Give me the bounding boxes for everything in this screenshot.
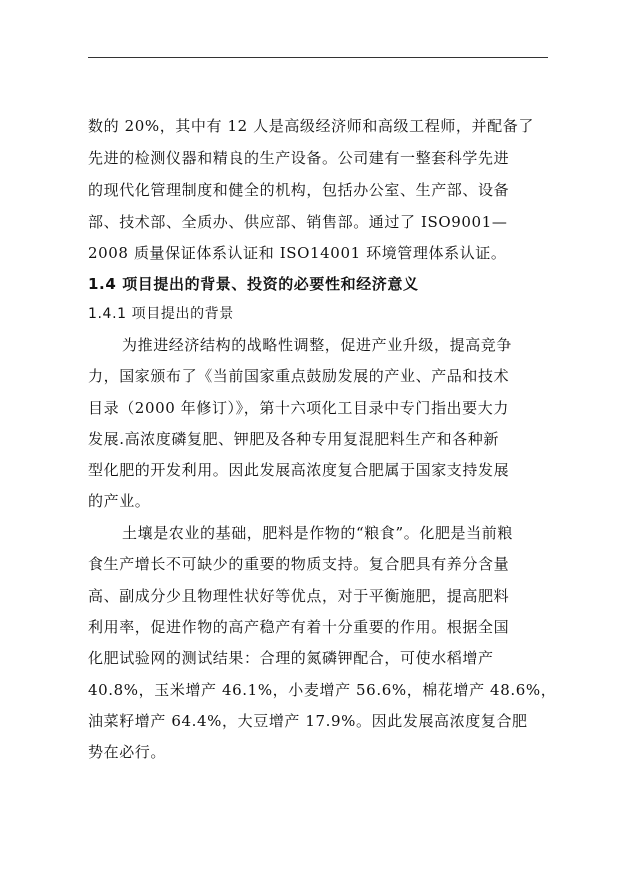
paragraph-line: 40.8%，玉米增产 46.1%，小麦增产 56.6%，棉花增产 48.6%， [88, 681, 557, 699]
body-line: 的现代化管理制度和健全的机构，包括办公室、生产部、设备 [88, 181, 510, 199]
body-line: 数的 20%，其中有 12 人是高级经济师和高级工程师，并配备了 [88, 117, 534, 135]
paragraph-line: 的产业。 [88, 492, 151, 510]
paragraph-line: 为推进经济结构的战略性调整，促进产业升级，提高竞争 [122, 336, 513, 354]
section-heading: 1.4 项目提出的背景、投资的必要性和经济意义 [88, 275, 419, 293]
paragraph-line: 化肥试验网的测试结果：合理的氮磷钾配合，可使水稻增产 [88, 649, 494, 667]
paragraph-line: 利用率，促进作物的高产稳产有着十分重要的作用。根据全国 [88, 618, 510, 636]
paragraph-line: 土壤是农业的基础，肥料是作物的“粮食”。化肥是当前粮 [122, 524, 513, 542]
paragraph-line: 型化肥的开发利用。因此发展高浓度复合肥属于国家支持发展 [88, 461, 510, 479]
body-line: 2008 质量保证体系认证和 ISO14001 环境管理体系认证。 [88, 244, 507, 262]
body-line: 先进的检测仪器和精良的生产设备。公司建有一整套科学先进 [88, 149, 510, 167]
paragraph-line: 食生产增长不可缺少的重要的物质支持。复合肥具有养分含量 [88, 555, 510, 573]
paragraph-line: 油菜籽增产 64.4%，大豆增产 17.9%。因此发展高浓度复合肥 [88, 712, 528, 730]
paragraph-line: 势在必行。 [88, 743, 167, 761]
subsection-heading: 1.4.1 项目提出的背景 [88, 306, 234, 322]
paragraph-line: 高、副成分少且物理性状好等优点，对于平衡施肥，提高肥料 [88, 587, 510, 605]
paragraph-line: 力，国家颁布了《当前国家重点鼓励发展的产业、产品和技术 [88, 367, 510, 385]
paragraph-line: 目录（2000 年修订）》，第十六项化工目录中专门指出要大力 [88, 399, 509, 417]
header-rule [88, 57, 548, 58]
paragraph-line: 发展.高浓度磷复肥、钾肥及各种专用复混肥料生产和各种新 [88, 430, 499, 448]
body-line: 部、技术部、全质办、供应部、销售部。通过了 ISO9001— [88, 213, 508, 231]
